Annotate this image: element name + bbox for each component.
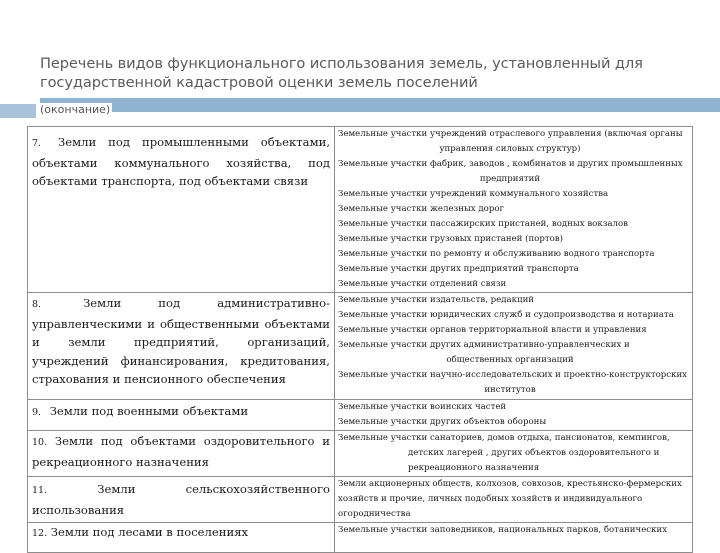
subtypes-cell — [335, 127, 693, 293]
subtype-line: детских лагерей , других объектов оздоровительного и — [408, 448, 660, 458]
subtype-line: Земельные участки учреждений отраслевого управления (включая органы — [338, 129, 683, 139]
subtype-line: Земельные участки заповедников, национальных парков, ботанических — [338, 525, 668, 535]
page-title — [40, 54, 710, 92]
subtype-line: огородничества — [338, 509, 411, 519]
table-row — [28, 400, 693, 431]
title-line-2: государственной кадастровой оценки земель поселений — [40, 74, 478, 91]
subtype-line: Земельные участки пассажирских пристаней, водных вокзалов — [338, 219, 628, 229]
page-subtitle: (окончание) — [40, 103, 111, 116]
subtypes-cell — [335, 293, 693, 400]
category-name: Земли под лесами в поселениях — [50, 525, 249, 539]
table-row — [28, 431, 693, 477]
category-cell — [28, 400, 335, 431]
land-use-table — [27, 126, 693, 553]
subtype-line: рекреационного назначения — [408, 463, 540, 473]
subtype-line: Земельные участки по ремонту и обслуживанию водного транспорта — [338, 249, 655, 259]
subtype-line: управления силовых структур) — [439, 144, 581, 154]
category-number: 12. — [32, 528, 48, 539]
subtype-line: Земельные участки санаториев, домов отдыха, пансионатов, кемпингов, — [338, 433, 670, 443]
subtypes-cell — [335, 477, 693, 523]
subtype-line: Земельные участки других объектов обороны — [338, 417, 547, 427]
subtype-line: институтов — [484, 385, 536, 395]
subtype-line: Земельные участки научно-исследовательских и проектно-конструкторских — [338, 370, 688, 380]
subtype-line: Земельные участки учреждений коммунального хозяйства — [338, 189, 609, 199]
category-name: Земли под военными объектами — [49, 404, 249, 418]
category-name: Земли под объектами оздоровительного и рекреационного назначения — [32, 434, 330, 469]
subtype-line: Земельные участки воинских частей — [338, 402, 507, 412]
subtypes-cell — [335, 523, 693, 553]
category-name: Земли сельскохозяйственного использования — [32, 482, 330, 517]
subtypes-cell — [335, 431, 693, 477]
subtype-line: Земельные участки отделений связи — [338, 279, 507, 289]
subtype-line: Земельные участки издательств, редакций — [338, 295, 535, 305]
title-line-1: Перечень видов функционального использования земель, установленный для — [40, 55, 643, 72]
category-number: 8. — [32, 299, 42, 310]
category-number: 7. — [32, 138, 42, 149]
subtype-line: общественных организаций — [446, 355, 574, 365]
category-name: Земли под промышленными объектами, объектами коммунального хозяйства, под объектами транспорта, под объектами связи — [32, 135, 331, 188]
accent-stub — [0, 104, 36, 118]
table-row — [28, 127, 693, 293]
table-row — [28, 293, 693, 400]
subtype-line: предприятий — [479, 174, 541, 184]
table-row — [28, 523, 693, 553]
accent-bar — [40, 98, 720, 112]
category-cell — [28, 127, 335, 293]
subtype-line: Земельные участки других административно-управленческих и — [338, 340, 630, 350]
table-row — [28, 477, 693, 523]
subtype-line: хозяйств и прочие, личных подобных хозяйств и индивидуального — [338, 494, 643, 504]
subtype-line: Земельные участки органов территориальной власти и управления — [338, 325, 647, 335]
subtype-line: Земельные участки железных дорог — [338, 204, 505, 214]
category-number: 11. — [32, 485, 48, 496]
category-name: Земли под административно-управленческими и общественными объектами и земли предприятий, организаций, учреждений финансирования, кредитования, страхования и пенсионного обеспечения — [32, 296, 330, 386]
category-number: 10. — [32, 437, 48, 448]
category-cell — [28, 431, 335, 477]
category-cell — [28, 477, 335, 523]
subtype-line: Земельные участки других предприятий транспорта — [338, 264, 579, 274]
category-number: 9. — [32, 407, 42, 418]
subtypes-cell — [335, 400, 693, 431]
subtype-line: Земельные участки фабрик, заводов , комбинатов и других промышленных — [338, 159, 683, 169]
subtype-line: Земельные участки грузовых пристаней (портов) — [338, 234, 563, 244]
subtype-line: Земельные участки юридических служб и судопроизводства и нотариата — [338, 310, 674, 320]
category-cell — [28, 293, 335, 400]
subtype-line: Земли акционерных обществ, колхозов, совхозов, крестьянско-фермерских — [338, 479, 682, 489]
category-cell — [28, 523, 335, 553]
